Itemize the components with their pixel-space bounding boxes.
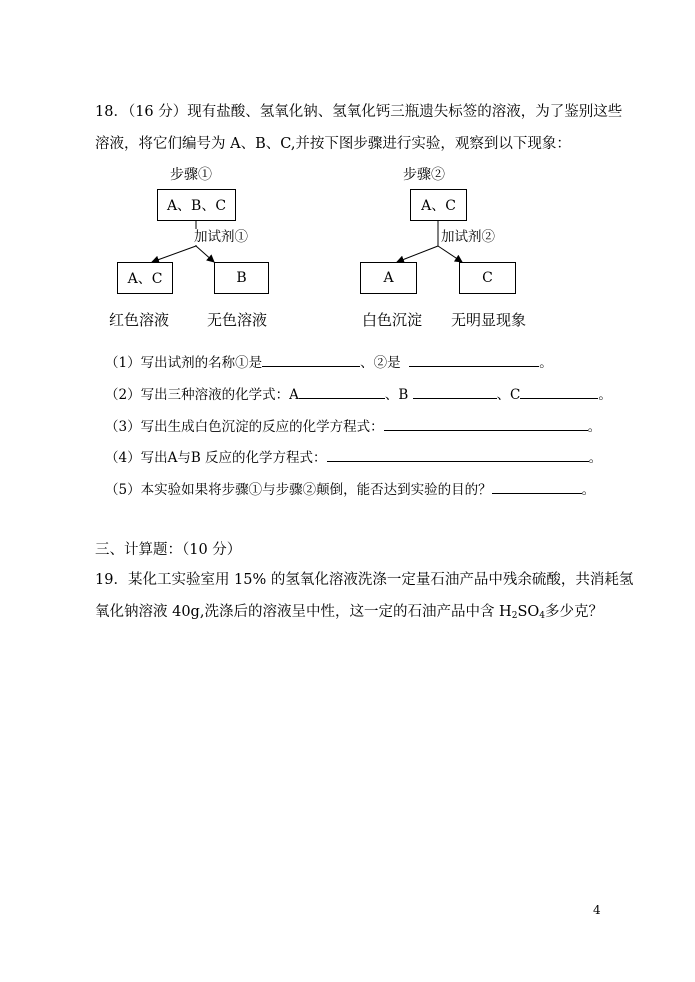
- subquestion-3: [105, 416, 601, 437]
- s3-end: 。: [587, 419, 602, 435]
- step1-arrow-left: [152, 246, 196, 262]
- step2-top-box: A、C: [410, 189, 467, 221]
- step2-left-result: 白色沉淀: [362, 311, 423, 329]
- step2-arrow-right: [438, 246, 462, 262]
- answer-blank-formula-a[interactable]: [299, 384, 385, 399]
- s4-end: 。: [588, 450, 603, 466]
- subquestion-1: [105, 352, 553, 373]
- q19-line-1: 19．某化工实验室用 15% 的氢氧化溶液洗涤一定量石油产品中残余硫酸，共消耗氢: [95, 572, 634, 588]
- subquestion-5: [105, 479, 595, 500]
- answer-blank-equation-precipitate[interactable]: [384, 416, 588, 431]
- s5-prefix: （5）本实验如果将步骤①与步骤②颠倒，能否达到实验的目的？: [105, 482, 492, 498]
- answer-blank-reagent-1[interactable]: [262, 352, 360, 367]
- step1-left-box: A、C: [117, 262, 173, 294]
- step1-left-result: 红色溶液: [109, 311, 170, 329]
- step1-right-box: B: [214, 262, 269, 294]
- s3-prefix: （3）写出生成白色沉淀的反应的化学方程式：: [105, 419, 384, 435]
- answer-blank-equation-ab[interactable]: [327, 447, 589, 462]
- step2-right-box: C: [459, 262, 516, 294]
- step2-arrow-left: [397, 246, 438, 262]
- q19-formula-so: SO: [517, 604, 540, 620]
- q19-subscript-4: 4: [539, 611, 545, 621]
- s2-b-label: 、B: [384, 387, 409, 403]
- flowchart-connectors: [0, 0, 695, 340]
- q19-line-2: [95, 602, 603, 626]
- s1-middle: 、②是: [360, 355, 401, 371]
- step1-right-result: 无色溶液: [207, 311, 268, 329]
- step2-reagent-label: 加试剂②: [441, 229, 495, 245]
- subquestion-4: [105, 447, 602, 468]
- step1-arrow-right: [196, 246, 214, 262]
- q18-line-2: 溶液，将它们编号为 A、B、C,并按下图步骤进行实验，观察到以下现象：: [95, 136, 571, 152]
- step2-right-result: 无明显现象: [451, 311, 527, 329]
- s2-c-label: 、C: [496, 387, 521, 403]
- s4-prefix: （4）写出A与B 反应的化学方程式：: [105, 450, 327, 466]
- step2-left-box: A: [360, 262, 417, 294]
- step1-reagent-label: 加试剂①: [194, 229, 248, 245]
- s2-end: 。: [598, 387, 612, 403]
- section-3-title: 三、计算题：（10 分）: [95, 542, 242, 558]
- s2-prefix: （2）写出三种溶液的化学式：A: [105, 387, 299, 403]
- s5-end: 。: [581, 482, 596, 498]
- step1-top-box: A、B、C: [157, 189, 236, 221]
- q19-subscript-2: 2: [511, 611, 518, 621]
- subquestion-2: [105, 384, 612, 405]
- q19-line-2-prefix: 氧化钠溶液 40g,洗涤后的溶液呈中性，这一定的石油产品中含 H: [95, 604, 512, 620]
- step2-title: 步骤②: [403, 167, 445, 183]
- answer-blank-formula-b[interactable]: [413, 384, 497, 399]
- page-number: 4: [593, 903, 601, 917]
- answer-blank-order-swap[interactable]: [492, 479, 582, 494]
- s1-prefix: （1）写出试剂的名称①是: [105, 355, 263, 371]
- q19-line-2-suffix: 多少克？: [545, 604, 603, 620]
- s1-end: 。: [539, 355, 553, 371]
- step1-title: 步骤①: [170, 167, 212, 183]
- answer-blank-reagent-2[interactable]: [409, 352, 539, 367]
- q18-line-1: 18．（16 分）现有盐酸、氢氧化钠、氢氧化钙三瓶遗失标签的溶液，为了鉴别这些: [95, 104, 623, 120]
- answer-blank-formula-c[interactable]: [520, 384, 598, 399]
